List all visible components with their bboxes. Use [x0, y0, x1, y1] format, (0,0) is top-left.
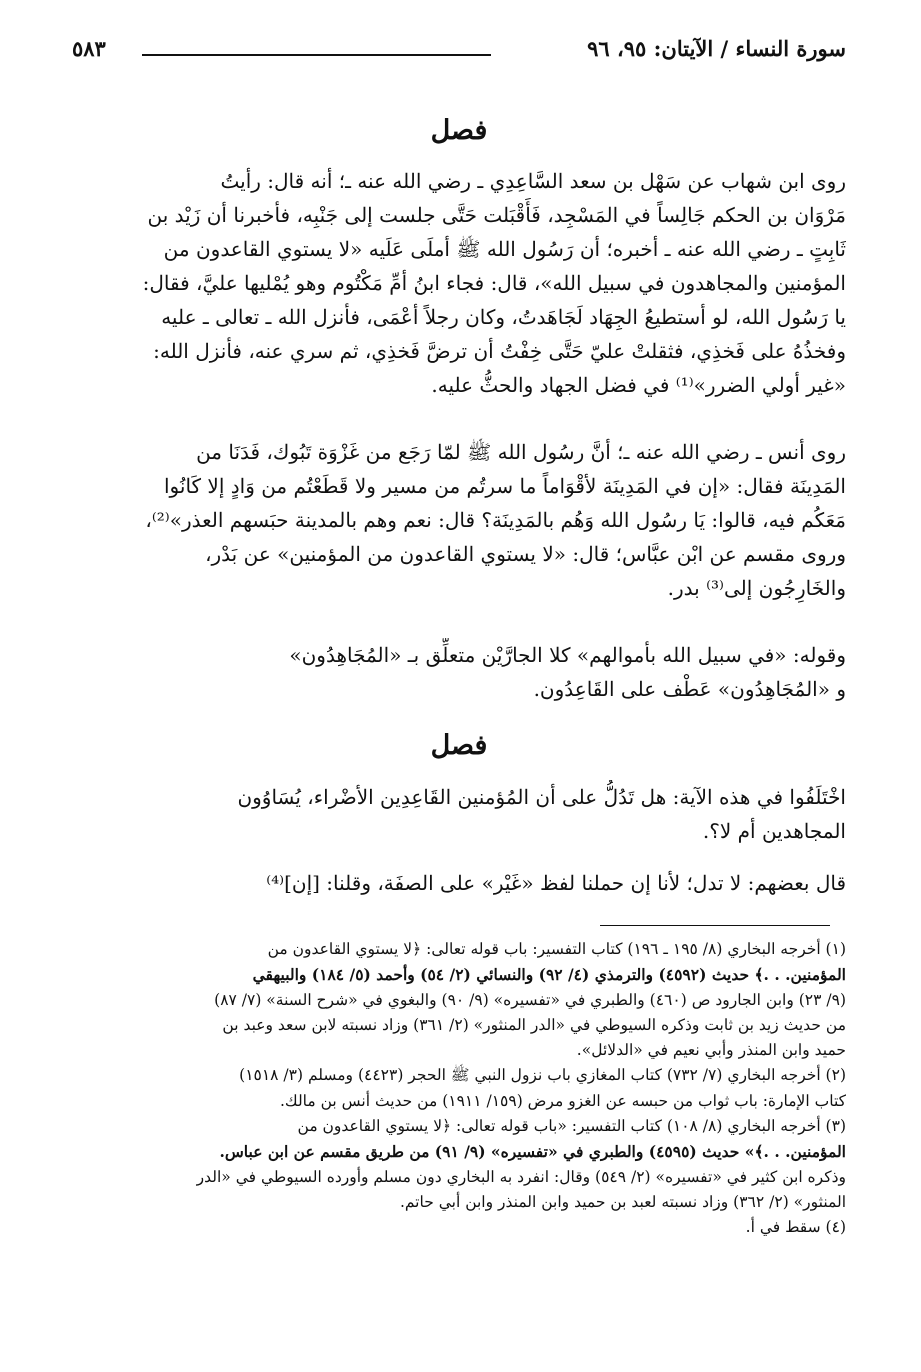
text-line: اخْتَلَفُوا في هذه الآية: هل تَدُلُّ على أن المُؤمنين القَاعِدِين الأضْراء، يُسَاوُون [237, 785, 846, 809]
text-line: مَعَكُم فيه، قالوا: يَا رسُول الله وَهُم بالمَدِينَة؟ قال: نعم وهم بالمدينة حبَسهم العذر»⁽²⁾، [145, 508, 846, 532]
text-line: «غير أولي الضرر»⁽¹⁾ في فضل الجهاد والحثُّ عليه. [431, 373, 846, 397]
text-line: المجاهدين أم لا؟. [702, 819, 846, 843]
text-line: ثَابِتٍ ـ رضي الله عنه ـ أخبره؛ أن رَسُول الله ﷺ أملَى عَلَيه «لا يستوي القاعدون من [163, 237, 846, 261]
paragraph-ibn-shihab [72, 164, 846, 402]
header-rule [142, 54, 491, 56]
paragraph-qala-baduhum [72, 866, 846, 900]
text-line: والخَارِجُون إلى⁽³⁾ بدر. [667, 576, 846, 600]
footnotes [72, 937, 846, 1241]
footnote-line: المؤمنين. . .﴾ حديث (٤٥٩٢) والترمذي (٤/ ٩٢) والنسائي (٢/ ٥٤) وأحمد (٥/ ١٨٤) والبيهقي [252, 965, 846, 985]
text-line: قال بعضهم: لا تدل؛ لأنا إن حملنا لفظ «غَيْر» على الصفَة، وقلنا: [إن]⁽⁴⁾ [266, 871, 846, 895]
text-line: روى أنس ـ رضي الله عنه ـ؛ أنَّ رسُول الله ﷺ لمّا رَجَع من غَزْوَة تَبُوك، فَدَنَا من [196, 440, 846, 464]
text-line: المَدِينَة فقال: «إن في المَدِينَة لأقْوَاماً ما سرتُم من مسير ولا قَطَعْتُم من وَادٍ إلا كَانُوا [163, 474, 846, 498]
text-line: مَرْوَان بن الحكم جَالِساً في المَسْجِد، فَأَقْبَلت حَتَّى جلست إلى جَنْبِه، فأخبرنا أن زَيْد بن [147, 203, 846, 227]
footnote-line: حميد وابن المنذر وأبي نعيم في «الدلائل». [576, 1041, 846, 1060]
footnote-line: المؤمنين. . .﴾» حديث (٤٥٩٥) والطبري في «تفسيره» (٩/ ٩١) من طريق مقسم عن ابن عباس. [219, 1142, 846, 1162]
section-heading-1: فصل [430, 115, 488, 146]
footnote-line: (٤) سقط في أ. [745, 1218, 846, 1237]
footnote-line: كتاب الإمارة: باب ثواب من حبسه عن الغزو مرض (١٥٩/ ١٩١١) من حديث أنس بن مالك. [279, 1091, 846, 1110]
text-line: وقوله: «في سبيل الله بأموالهم» كلا الجارَّيْن متعلِّق بـ «المُجَاهِدُون» [289, 643, 846, 667]
footnote-line: (٣) أخرجه البخاري (٨/ ١٠٨) كتاب التفسير: «باب قوله تعالى: ﴿لا يستوي القاعدون من [297, 1117, 846, 1136]
page-number: ٥٨٣ [72, 36, 106, 61]
text-line: المؤمنين والمجاهدون في سبيل الله»، قال: فجاء ابنُ أمِّ مَكْتُوم وهو يُمْليها عليَّ، فقال: [142, 271, 846, 295]
section-heading-2: فصل [430, 730, 488, 761]
paragraph-ikhtalafu [72, 780, 846, 848]
text-line: روى ابن شهاب عن سَهْل بن سعد السَّاعِدِي ـ رضي الله عنه ـ؛ أنه قال: رأيتُ [220, 169, 846, 193]
footnote-line: المنثور» (٢/ ٣٦٢) وزاد نسبته لعبد بن حميد وابن المنذر وابن أبي حاتم. [399, 1192, 846, 1211]
footnote-line: (١) أخرجه البخاري (٨/ ١٩٥ ـ ١٩٦) كتاب التفسير: باب قوله تعالى: ﴿لا يستوي القاعدون من [267, 940, 846, 958]
running-header [72, 36, 846, 70]
paragraph-fi-sabil [72, 638, 846, 706]
text-line: و «المُجَاهِدُون» عَطْف على القَاعِدُون. [533, 677, 846, 701]
text-line: وفخذُهُ على فَخذِي، فثقلتْ عليّ حَتَّى خِفْتُ أن ترضَّ فَخذِي، ثم سري عنه، فأنزل الله: [153, 339, 846, 363]
footnote-line: من حديث زيد بن ثابت وذكره السيوطي في «الدر المنثور» (٢/ ٣٦١) وزاد نسبته لابن سعد وعبد بن [222, 1015, 846, 1034]
footnote-line: (٢) أخرجه البخاري (٧/ ٧٣٢) كتاب المغازي باب نزول النبي ﷺ الحجر (٤٤٢٣) ومسلم (٣/ ١٥١٨) [239, 1066, 846, 1085]
footnote-line: وذكره ابن كثير في «تفسيره» (٢/ ٥٤٩) وقال: انفرد به البخاري دون مسلم وأورده السيوطي في «الدر [196, 1167, 846, 1186]
footnote-separator [600, 925, 830, 926]
footnote-line: (٩/ ٢٣) وابن الجارود ص (٤٦٠) والطبري في «تفسيره» (٩/ ٩٠) والبغوي في «شرح السنة» (٧/ ٨٧) [214, 990, 846, 1009]
surah-verse-title: سورة النساء / الآيتان: ٩٥، ٩٦ [587, 36, 846, 61]
text-line: وروى مقسم عن ابْن عبَّاس؛ قال: «لا يستوي القاعدون من المؤمنين» عن بَدْر، [205, 542, 846, 566]
paragraph-anas [72, 435, 846, 605]
text-line: يا رَسُول الله، لو أستطيعُ الجِهَاد لَجَاهَدتُ، وكان رجلاً أعْمَى، فأنزل الله ـ تعالى ـ عليه [161, 305, 846, 329]
